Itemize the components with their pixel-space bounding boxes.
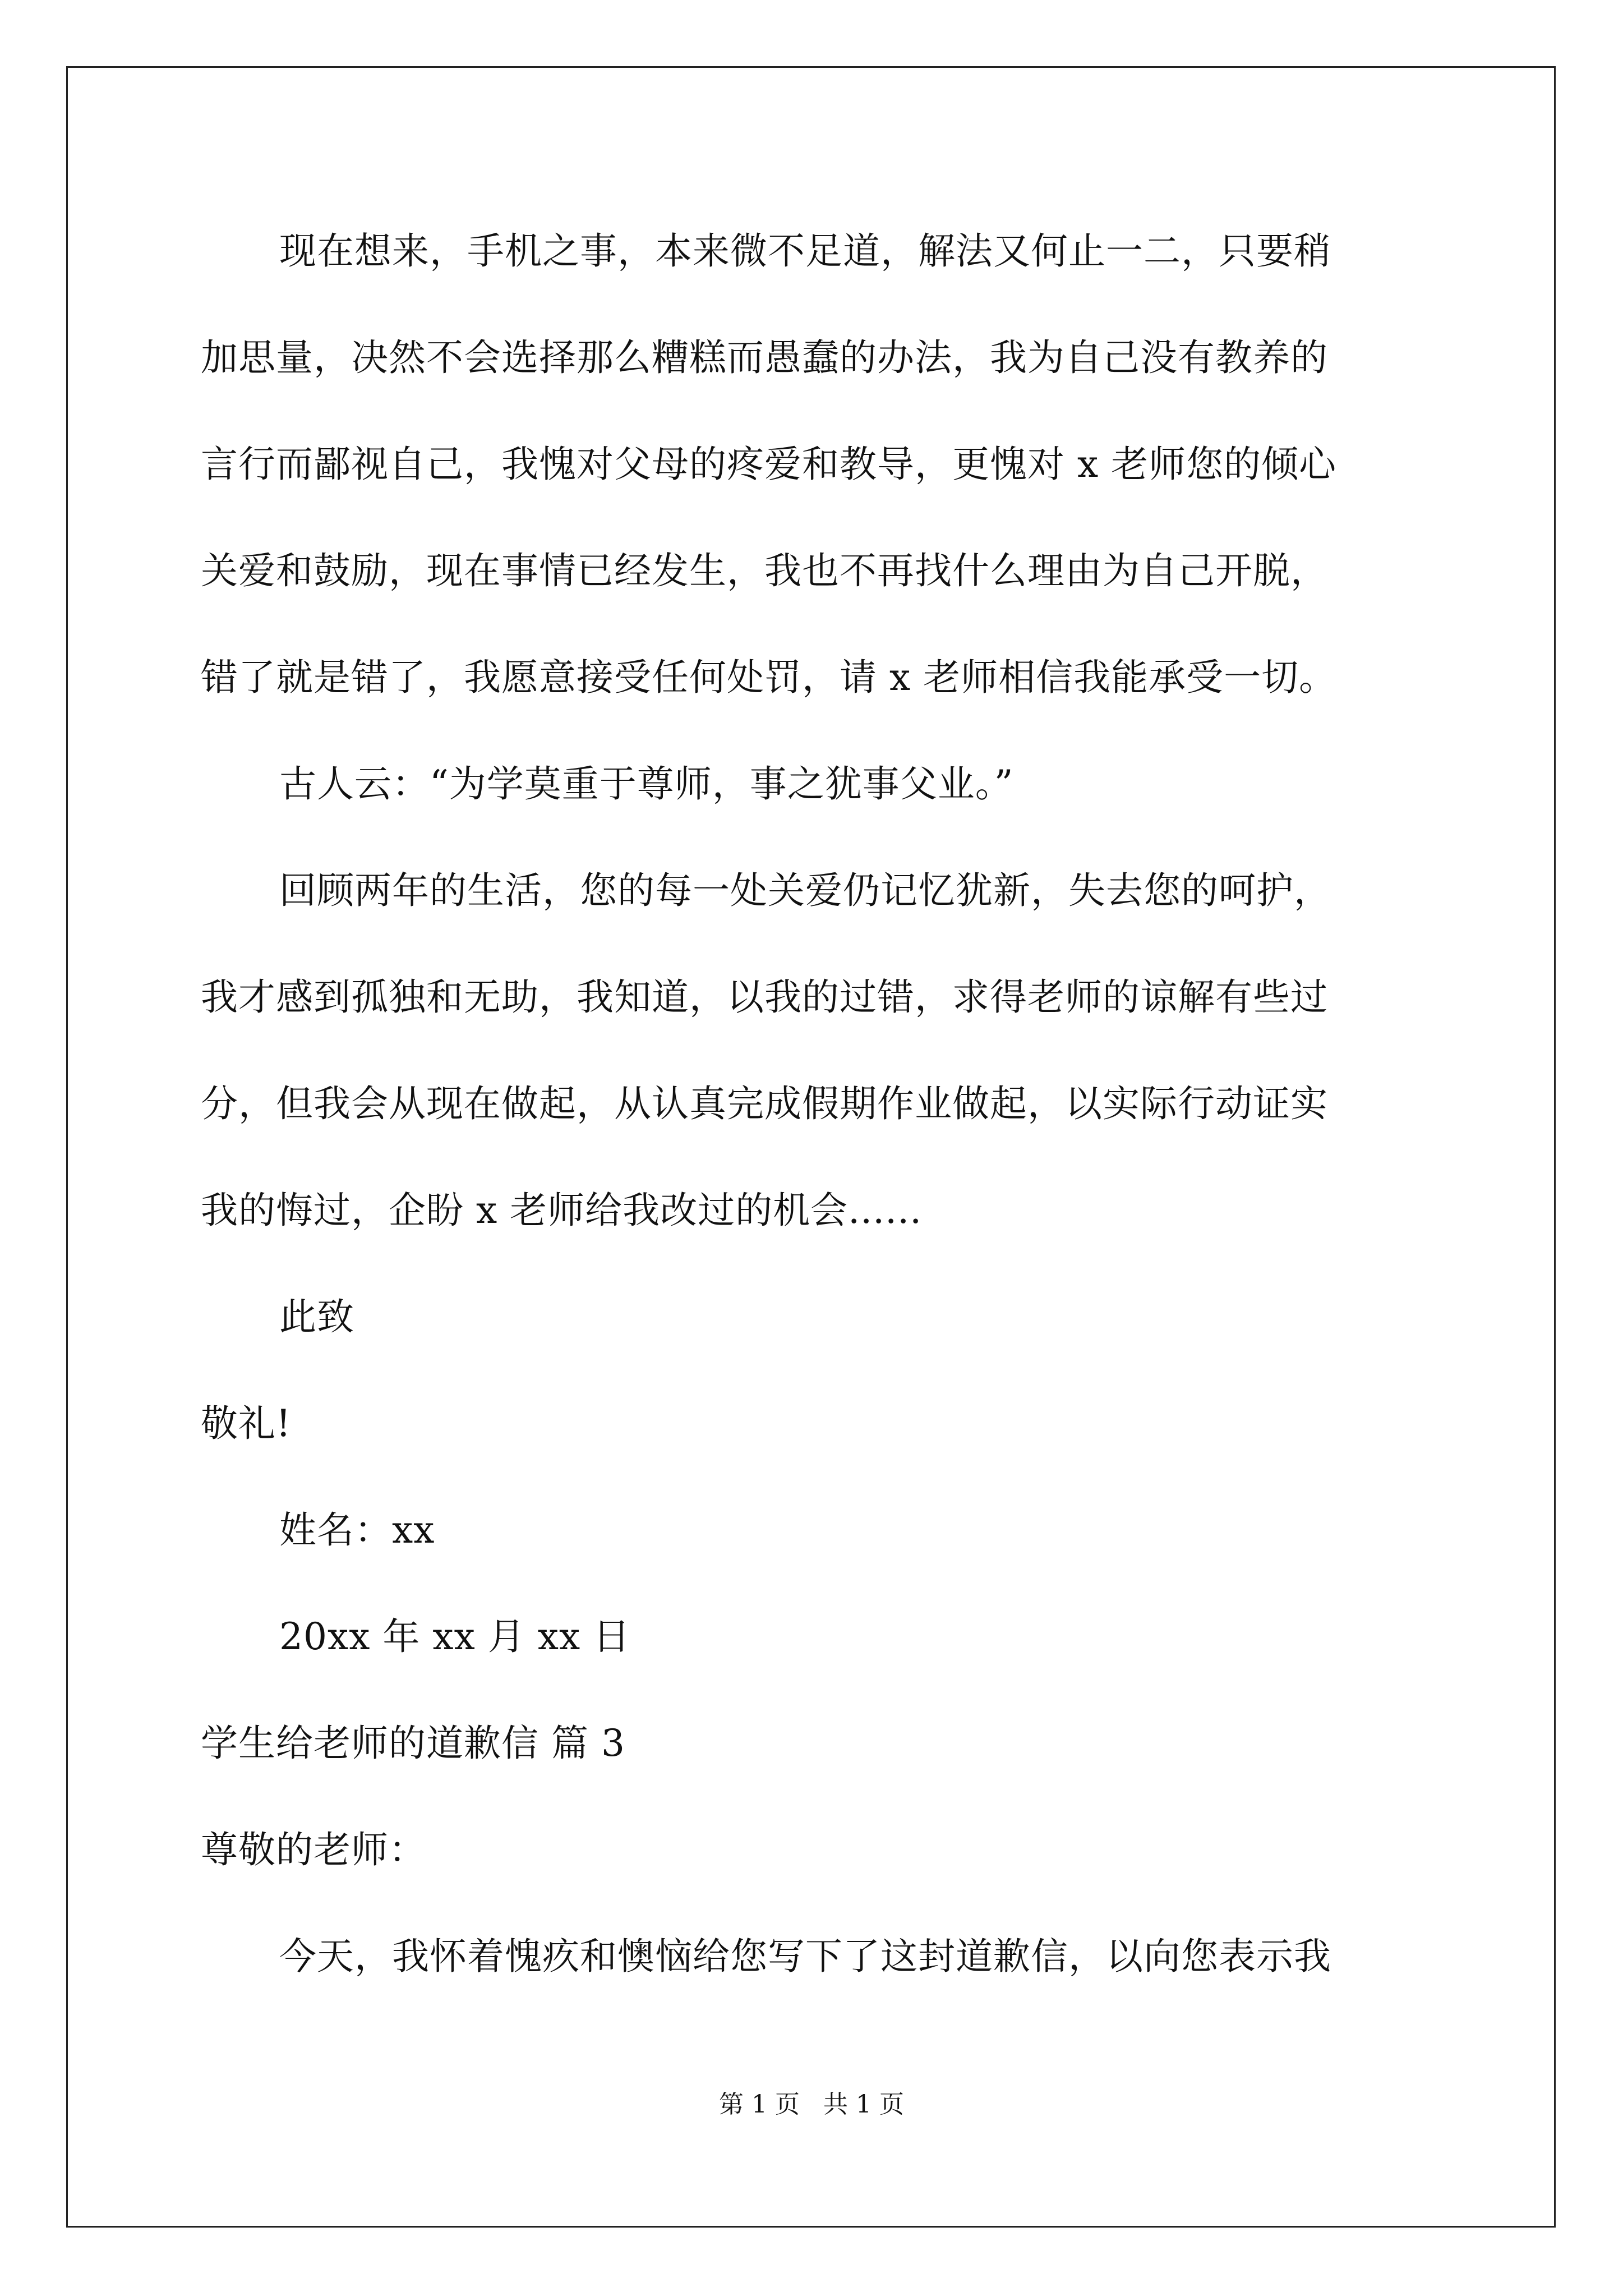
paragraph-line: 分，但我会从现在做起，从认真完成假期作业做起，以实际行动证实 (201, 1082, 1328, 1125)
signature-name: 姓名：xx (279, 1508, 435, 1552)
paragraph-line: 言行而鄙视自己，我愧对父母的疼爱和教导，更愧对 x 老师您的倾心 (201, 443, 1337, 486)
paragraph-line: 我的悔过，企盼 x 老师给我改过的机会...... (201, 1189, 923, 1232)
signature-date: 20xx 年 xx 月 xx 日 (279, 1615, 631, 1658)
section-title: 学生给老师的道歉信 篇 3 (201, 1722, 625, 1765)
paragraph-line: 错了就是错了，我愿意接受任何处罚，请 x 老师相信我能承受一切。 (201, 656, 1337, 699)
paragraph-line: 现在想来，手机之事，本来微不足道，解法又何止一二，只要稍 (279, 229, 1331, 273)
paragraph-line: 我才感到孤独和无助，我知道，以我的过错，求得老师的谅解有些过 (201, 976, 1328, 1019)
paragraph-line: 加思量，决然不会选择那么糟糕而愚蠢的办法，我为自己没有教养的 (201, 336, 1328, 379)
paragraph-line: 今天，我怀着愧疚和懊恼给您写下了这封道歉信，以向您表示我 (279, 1935, 1331, 1978)
paragraph-line: 关爱和鼓励，现在事情已经发生，我也不再找什么理由为自己开脱， (201, 549, 1328, 592)
greeting-line: 尊敬的老师： (201, 1828, 426, 1871)
page-number: 第 1 页 共 1 页 (719, 2090, 904, 2119)
salutation-line: 敬礼! (201, 1402, 292, 1445)
closing-line: 此致 (279, 1295, 354, 1338)
quote-line: 古人云：“为学莫重于尊师，事之犹事父业。” (279, 762, 1014, 806)
page-border (66, 66, 1556, 2228)
paragraph-line: 回顾两年的生活，您的每一处关爱仍记忆犹新，失去您的呵护， (279, 869, 1331, 912)
